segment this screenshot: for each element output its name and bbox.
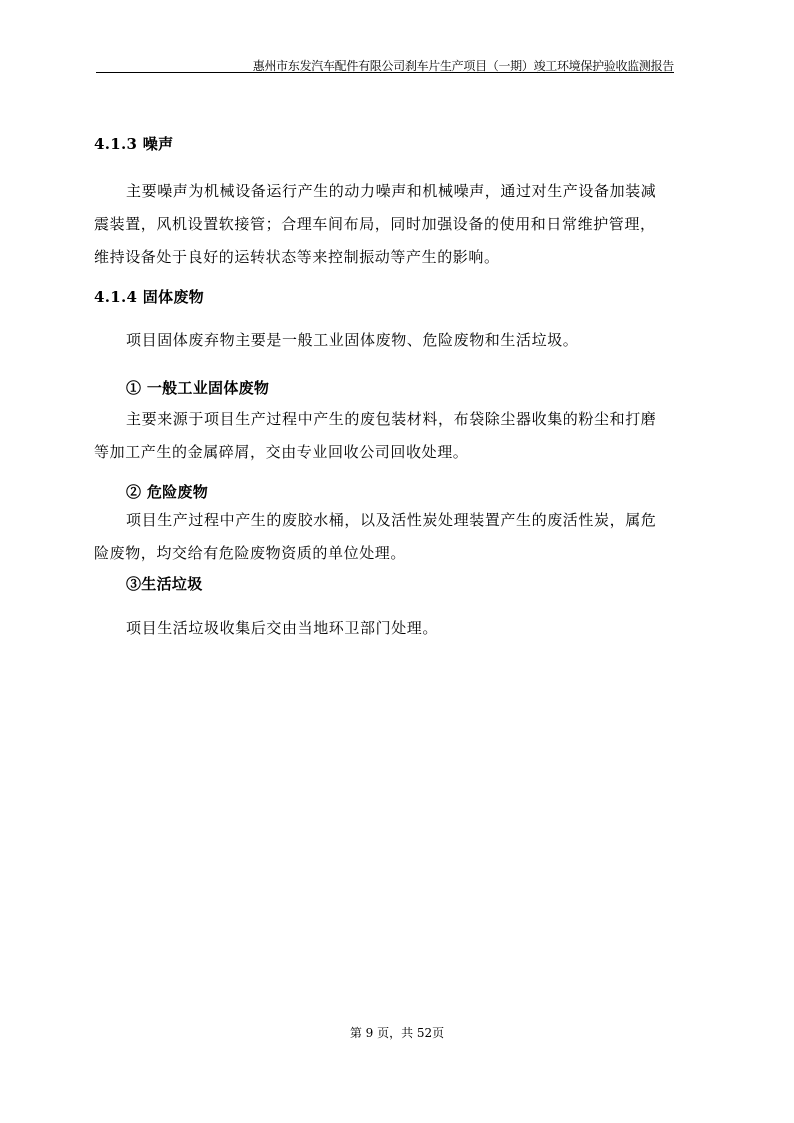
general-waste-line-1: 主要来源于项目生产过程中产生的废包装材料，布袋除尘器收集的粉尘和打磨: [126, 410, 657, 428]
noise-line-3: 维持设备处于良好的运转状态等来控制振动等产生的影响。: [94, 248, 500, 266]
solid-waste-intro-line: 项目固体废弃物主要是一般工业固体废物、危险废物和生活垃圾。: [126, 331, 579, 349]
hazardous-waste-line-1: 项目生产过程中产生的废胶水桶，以及活性炭处理装置产生的废活性炭，属危: [126, 511, 657, 529]
section-heading-noise: 4.1.3 噪声: [94, 135, 174, 153]
noise-line-1: 主要噪声为机械设备运行产生的动力噪声和机械噪声，通过对生产设备加装减: [126, 182, 657, 200]
report-header-title: 惠州市东发汽车配件有限公司刹车片生产项目（一期）竣工环境保护验收监测报告: [252, 59, 674, 73]
domestic-waste-line: 项目生活垃圾收集后交由当地环卫部门处理。: [126, 619, 439, 637]
subheading-domestic-waste: ③生活垃圾: [126, 575, 203, 593]
subheading-general-waste: ① 一般工业固体废物: [126, 379, 270, 397]
page-number: 第 9 页，共 52页: [349, 1026, 445, 1040]
general-waste-line-2: 等加工产生的金属碎屑，交由专业回收公司回收处理。: [94, 443, 469, 461]
solid-waste-intro: [94, 324, 674, 357]
noise-line-2: 震装置，风机设置软接管；合理车间布局，同时加强设备的使用和日常维护管理，: [94, 215, 656, 233]
general-waste-paragraph: [94, 403, 674, 469]
hazardous-waste-line-2: 险废物，均交给有危险废物资质的单位处理。: [94, 544, 407, 562]
header-divider: [96, 72, 674, 73]
noise-paragraph: [94, 175, 674, 274]
section-heading-solid-waste: 4.1.4 固体废物: [94, 288, 204, 306]
subheading-hazardous-waste: ② 危险废物: [126, 483, 209, 501]
hazardous-waste-paragraph: [94, 504, 674, 570]
domestic-waste-paragraph: [94, 612, 674, 645]
